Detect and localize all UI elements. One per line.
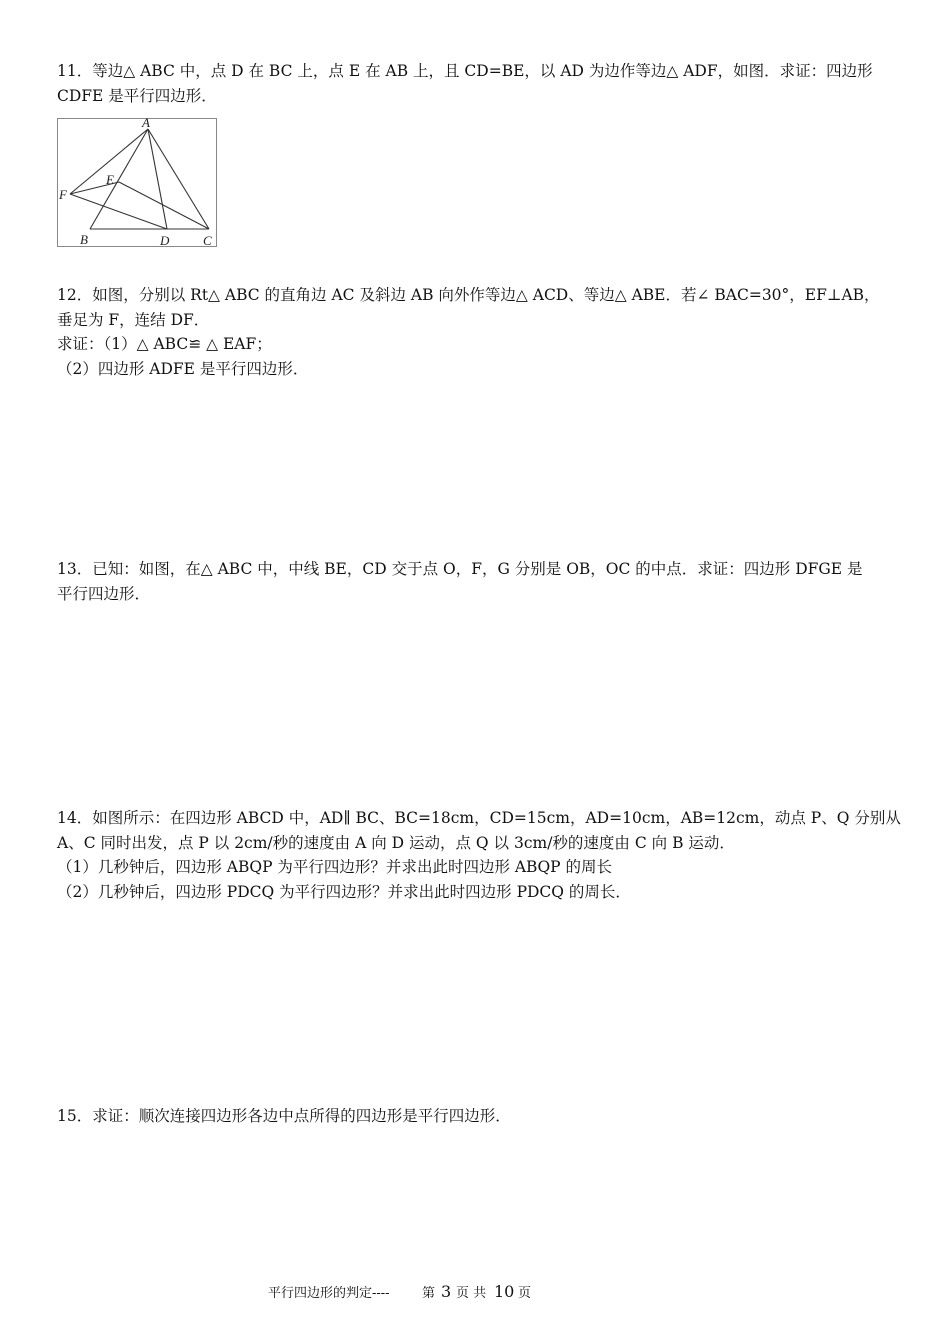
footer-page-number: 3: [441, 1282, 452, 1301]
problem-11-line-1: 11．等边△ ABC 中，点 D 在 BC 上，点 E 在 AB 上，且 CD=BE，以 AD 为边作等边△ ADF，如图．求证：四边形: [57, 62, 873, 80]
footer-page-prefix: 第: [422, 1286, 436, 1301]
problem-11-line-2: CDFE 是平行四边形．: [57, 87, 217, 105]
problem-12-line-3: 求证：（1）△ ABC≌ △ EAF；: [57, 335, 272, 353]
problem-14-line-4: （2）几秒钟后，四边形 PDCQ 为平行四边形？并求出此时四边形 PDCQ 的周长．: [57, 883, 631, 901]
problem-12-line-1: 12．如图，分别以 Rt△ ABC 的直角边 AC 及斜边 AB 向外作等边△ ACD、等边△ ABE．若∠ BAC=30°，EF⊥AB，: [57, 286, 880, 304]
label-c: C: [203, 233, 212, 247]
problem-13-line-1: 13．已知：如图，在△ ABC 中，中线 BE，CD 交于点 O，F，G 分别是 OB，OC 的中点．求证：四边形 DFGE 是: [57, 560, 863, 578]
triangle-figure: [57, 118, 217, 247]
problem-12-line-2: 垂足为 F，连结 DF．: [57, 311, 210, 329]
footer-total-pages: 10: [494, 1282, 515, 1301]
problem-14-line-2: A、C 同时出发，点 P 以 2cm/秒的速度由 A 向 D 运动，点 Q 以 3cm/秒的速度由 C 向 B 运动．: [57, 834, 735, 852]
label-f: F: [59, 187, 67, 202]
label-a: A: [142, 118, 150, 130]
problem-12-line-4: （2）四边形 ADFE 是平行四边形．: [57, 360, 309, 378]
problem-14-line-3: （1）几秒钟后，四边形 ABQP 为平行四边形？并求出此时四边形 ABQP 的周长: [57, 858, 613, 876]
footer-title: 平行四边形的判定----: [268, 1286, 390, 1301]
label-e: E: [106, 172, 114, 187]
footer-page-suffix: 页: [518, 1286, 532, 1301]
label-d: D: [160, 233, 170, 247]
problem-14-line-1: 14．如图所示：在四边形 ABCD 中，AD∥ BC、BC=18cm，CD=15cm，AD=10cm，AB=12cm，动点 P、Q 分别从: [57, 809, 901, 827]
footer-page-mid: 页 共: [456, 1286, 487, 1301]
problem-13-line-2: 平行四边形．: [57, 585, 151, 603]
label-b: B: [80, 232, 88, 247]
problem-15-line-1: 15．求证：顺次连接四边形各边中点所得的四边形是平行四边形．: [57, 1107, 511, 1125]
